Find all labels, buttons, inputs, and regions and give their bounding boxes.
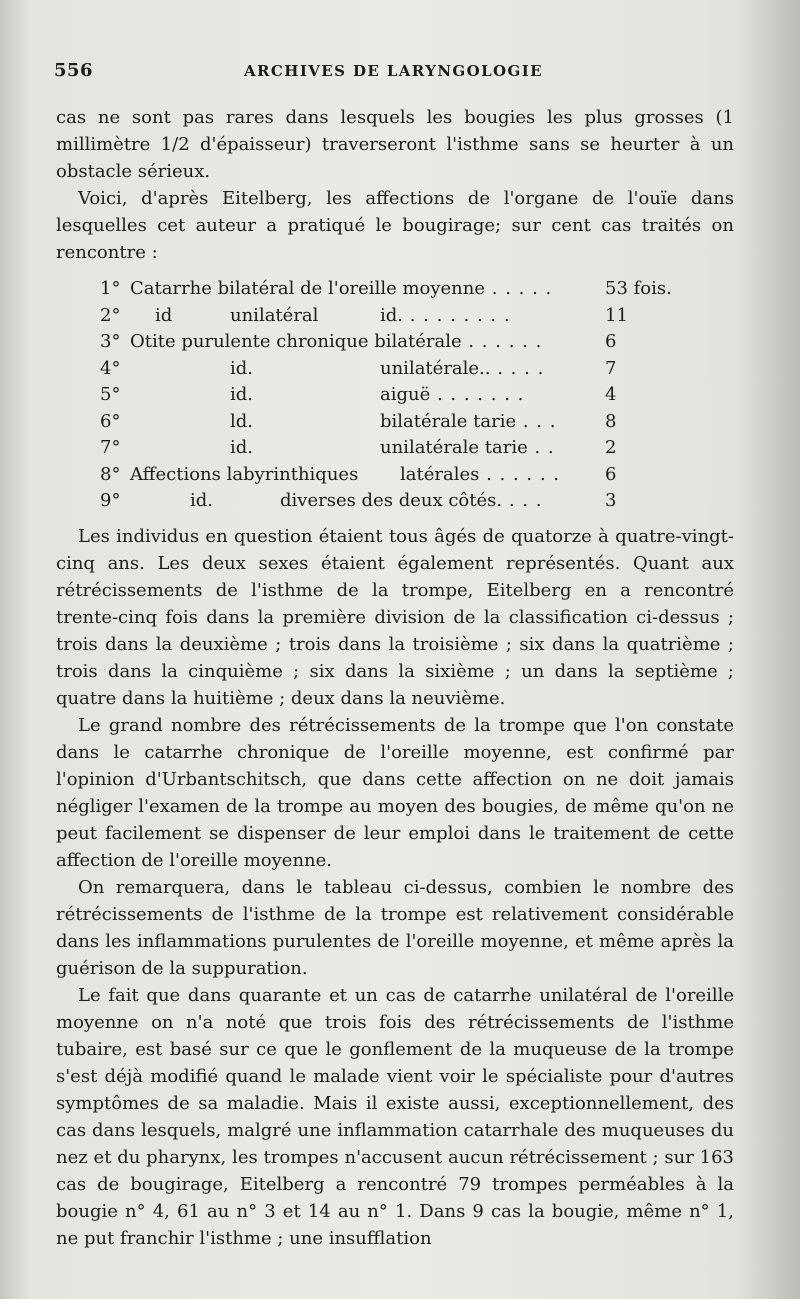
paragraph-4: Le grand nombre des rétrécissements de la trompe que l'on constate dans le catarrhe chronique de l'oreille moyenne, est confirmé par l'opinion d'Urbantschitsch, que dans cette affection on ne doit jamais négliger l'examen de la trompe au moyen des bougies, de même qu'on ne peut facilement se dispenser de leur emploi dans le traitement de cette affection de l'oreille moyenne.	[56, 714, 734, 871]
affections-table	[100, 276, 700, 515]
row-label-text: Catarrhe bilatéral de l'oreille moyenne	[130, 278, 486, 299]
row-leader: . . . . .	[485, 278, 553, 299]
row-detail-text: unilatérale tarie	[380, 437, 528, 458]
row-value: 11	[605, 304, 628, 326]
row-number: 3°	[100, 331, 121, 352]
row-number: 1°	[100, 278, 121, 299]
paragraph-6: Le fait que dans quarante et un cas de catarrhe unilatéral de l'oreille moyenne on n'a noté que trois fois des rétrécissements de l'isthme tubaire, est basé sur ce que le gonflement de la muqueuse de la trompe s'est déjà modifié quand le malade vient voir le spécialiste pour d'autres symptômes de sa maladie. Mais il existe aussi, exceptionnellement, des cas dans lesquels, malgré une inflammation catarrhale des muqueuses du nez et du pharynx, les trompes n'accusent aucun rétrécissement ; sur 163 cas de bougirage, Eitelberg a rencontré 79 trompes perméables à la bougie n° 4, 61 au n° 3 et 14 au n° 1. Dans 9 cas la bougie, même n° 1, ne put franchir l'isthme ; une insufflation	[56, 984, 734, 1249]
row-value: 53 fois.	[605, 278, 672, 299]
table-row	[100, 409, 700, 436]
table-row	[100, 303, 700, 330]
page-body	[56, 104, 734, 1252]
row-value: 8	[605, 410, 617, 432]
row-detail-text: diverses des deux côtés.	[280, 490, 503, 511]
row-leader: . . . . . . . .	[403, 304, 511, 326]
table-row	[100, 356, 700, 383]
row-leader: . .	[527, 437, 555, 458]
row-label-text: Otite purulente chronique bilatérale	[130, 331, 462, 352]
row-detail-text: unilatérale..	[380, 357, 491, 379]
paragraph-3: Les individus en question étaient tous âgés de quatorze à quatre-vingt-cinq ans. Les deux sexes étaient également représentés. Quant aux rétrécissements de l'isthme de la trompe, Eitelberg en a rencontré trente-cinq fois dans la première division de la classification ci-dessus ; trois dans la deuxième ; trois dans la troisième ; six dans la quatrième ; trois dans la cinquième ; six dans la sixième ; un dans la septième ; quatre dans la huitième ; deux dans la neuvième.	[56, 525, 734, 709]
row-detail	[380, 382, 524, 409]
paragraph-5: On remarquera, dans le tableau ci-dessus, combien le nombre des rétrécissements de l'isthme de la trompe est relativement considérable dans les inflammations purulentes de l'oreille moyenne, et même après la guérison de la suppuration.	[56, 876, 734, 979]
table-row	[100, 276, 700, 303]
row-value: 3	[605, 490, 617, 511]
row-sublabel: ld.	[230, 410, 254, 432]
running-title: ARCHIVES DE LARYNGOLOGIE	[244, 62, 543, 80]
row-leader: . . . .	[490, 357, 545, 379]
row-detail	[380, 435, 555, 462]
table-row	[100, 329, 700, 356]
row-sublabel: unilatéral	[230, 304, 319, 326]
row-detail	[380, 356, 544, 383]
row-value: 2	[605, 437, 617, 458]
row-number: 7°	[100, 437, 121, 458]
row-detail	[280, 488, 542, 515]
row-detail-text: id.	[380, 304, 404, 326]
row-number: 4°	[100, 357, 121, 379]
row-leader: . . . . . .	[479, 463, 561, 485]
row-value: 6	[605, 463, 617, 485]
paragraph-2: Voici, d'après Eitelberg, les affections de l'organe de l'ouïe dans lesquelles cet auteur a pratiqué le bougirage; sur cent cas traités on rencontre :	[56, 188, 734, 263]
row-leader: . . . . . .	[461, 331, 543, 352]
row-detail-text: aiguë	[380, 384, 431, 405]
row-sublabel: id.	[230, 357, 254, 379]
table-row	[100, 488, 700, 515]
row-number: 5°	[100, 384, 121, 405]
table-row	[100, 382, 700, 409]
row-number: 2°	[100, 304, 121, 326]
row-value: 4	[605, 384, 617, 405]
row-detail	[380, 409, 556, 436]
row-label	[130, 329, 542, 356]
row-detail	[380, 303, 511, 330]
row-leader: . . . . . . .	[430, 384, 525, 405]
row-number: 8°	[100, 463, 121, 485]
paragraph-1: cas ne sont pas rares dans lesquels les bougies les plus grosses (1 millimètre 1/2 d'épaisseur) traverseront l'isthme sans se heurter à un obstacle sérieux.	[56, 107, 734, 182]
row-label: Affections labyrinthiques	[130, 463, 359, 485]
row-value: 6	[605, 331, 617, 352]
row-leader: . . .	[502, 490, 543, 511]
row-value: 7	[605, 357, 617, 379]
row-detail	[400, 462, 560, 489]
row-sublabel: id.	[190, 490, 214, 511]
row-label	[130, 276, 552, 303]
row-number: 9°	[100, 490, 121, 511]
row-leader: . . .	[516, 410, 557, 432]
row-number: 6°	[100, 410, 121, 432]
page-header	[54, 60, 734, 88]
row-detail-text: latérales	[400, 463, 480, 485]
row-label: id	[155, 304, 173, 326]
table-row	[100, 435, 700, 462]
row-sublabel: id.	[230, 384, 254, 405]
row-detail-text: bilatérale tarie	[380, 410, 517, 432]
table-row	[100, 462, 700, 489]
page-number: 556	[54, 60, 94, 81]
row-sublabel: id.	[230, 437, 254, 458]
